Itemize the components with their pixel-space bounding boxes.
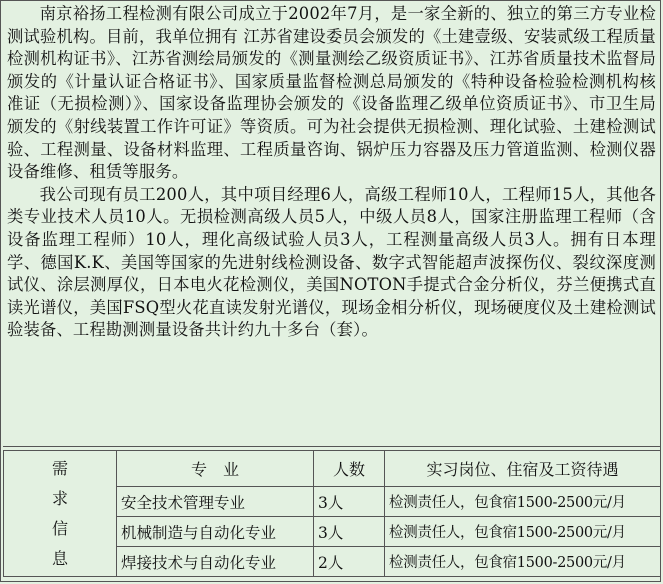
cell-major: 焊接技术与自动化专业 <box>117 547 314 577</box>
needs-side-label: 需求信息 <box>4 451 117 577</box>
cell-post: 检测责任人，包食宿1500-2500元/月 <box>385 547 661 577</box>
header-post: 实习岗位、住宿及工资待遇 <box>385 451 661 487</box>
cell-major: 安全技术管理专业 <box>117 487 314 517</box>
cell-major: 机械制造与自动化专业 <box>117 517 314 547</box>
header-count: 人数 <box>314 451 385 487</box>
cell-count: 3人 <box>314 487 385 517</box>
intro-paragraph-2: 我公司现有员工200人，其中项目经理6人，高级工程师10人，工程师15人，其他各类专业技术人员10人。无损检测高级人员5人，中级人员8人，国家注册监理工程师（含设备监理工程师）10人，理化高级试验人员3人，工程测量高级人员3人。拥有日本理学、德国K.K、美国等国家的先进射线检测设备、数字式智能超声波探伤仪、裂纹深度测试仪、涂层测厚仪，日本电火花检测仪，美国NOTON手提式合金分析仪，芬兰便携式直读光谱仪，美国FSQ型火花直读发射光谱仪，现场金相分析仪，现场硬度仪及土建检测试验装备、工程勘测测量设备共计约九十多台（套）。 <box>7 184 656 340</box>
table-header-row <box>4 451 661 487</box>
cell-post: 检测责任人，包食宿1500-2500元/月 <box>385 487 661 517</box>
needs-table <box>3 450 661 577</box>
cell-count: 2人 <box>314 547 385 577</box>
company-introduction <box>3 1 660 447</box>
header-major: 专 业 <box>117 451 314 487</box>
cell-count: 3人 <box>314 517 385 547</box>
cell-post: 检测责任人，包食宿1500-2500元/月 <box>385 517 661 547</box>
intro-paragraph-1: 南京裕扬工程检测有限公司成立于2002年7月，是一家全新的、独立的第三方专业检测试验机构。目前，我单位拥有 江苏省建设委员会颁发的《土建壹级、安装贰级工程质量检测机构证书》、江苏省测绘局颁发的《测量测绘乙级资质证书》、江苏省质量技术监督局颁发的《计量认证合格证书》、国家质量监督检测总局颁发的《特种设备检验检测机构核准证（无损检测）》、国家设备监理协会颁发的《设备监理乙级单位资质证书》、市卫生局颁发的《射线装置工作许可证》等资质。可为社会提供无损检测、理化试验、土建检测试验、工程测量、设备材料监理、工程质量咨询、锅炉压力容器及压力管道监测、检测仪器设备维修、租赁等服务。 <box>7 4 656 182</box>
